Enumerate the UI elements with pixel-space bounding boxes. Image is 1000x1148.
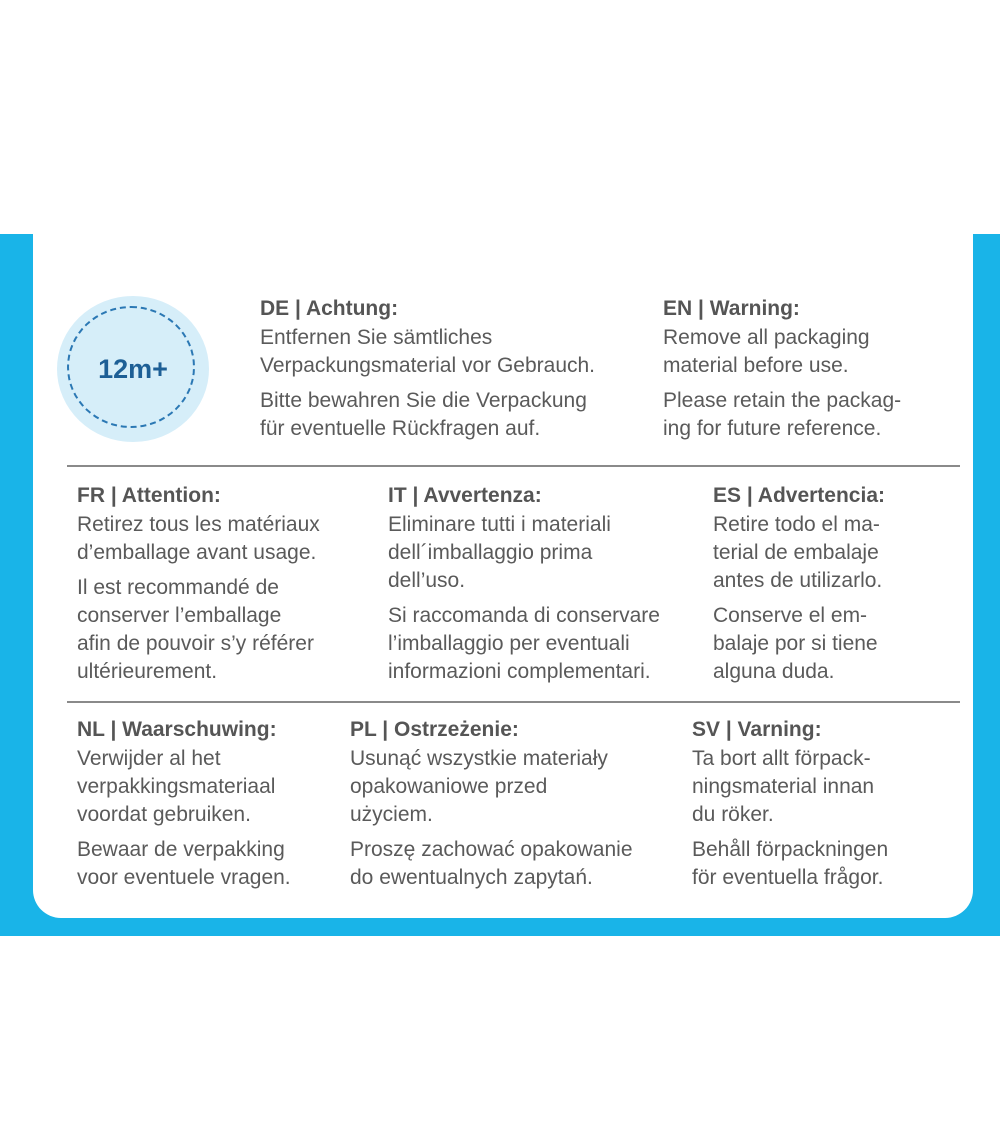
warning-text: Si raccomanda di conservare l’imballaggio per eventuali informazioni complementari. [388,604,660,683]
warning-heading: PL | Ostrzeżenie: [350,718,519,741]
warning-nl [77,715,291,899]
warning-text: Remove all packaging material before use. [663,326,870,377]
warning-heading: IT | Avvertenza: [388,484,542,507]
warning-heading: SV | Varning: [692,718,822,741]
warning-text: Behåll förpackningen för eventuella frågor. [692,838,889,889]
warning-text: Il est recommandé de conserver l’emballage afin de pouvoir s’y référer ultérieurement. [77,576,314,683]
warning-text: Retirez tous les matériaux d’emballage avant usage. [77,513,320,564]
warning-text: Bitte bewahren Sie die Verpackung für eventuelle Rückfragen auf. [260,389,587,440]
warning-text: Usunąć wszystkie materiały opakowaniowe przed użyciem. [350,747,608,826]
warning-text: Proszę zachować opakowanie do ewentualnych zapytań. [350,838,633,889]
warning-it [388,481,660,693]
warning-text: Verwijder al het verpakkingsmateriaal voordat gebruiken. [77,747,276,826]
warning-heading: EN | Warning: [663,297,800,320]
warning-text: Ta bort allt förpack- ningsmaterial innan du röker. [692,747,875,826]
warning-text: Bewaar de verpakking voor eventuele vragen. [77,838,291,889]
warning-de [260,294,595,450]
warning-en [663,294,901,450]
warning-text: Eliminare tutti i materiali dell´imballaggio prima dell’uso. [388,513,611,592]
warning-fr [77,481,320,693]
warning-heading: ES | Advertencia: [713,484,885,507]
warning-heading: NL | Waarschuwing: [77,718,277,741]
divider [67,701,960,703]
warning-es [713,481,885,693]
divider [67,465,960,467]
age-badge [57,296,209,442]
warning-heading: FR | Attention: [77,484,221,507]
warning-text: Please retain the packag- ing for future reference. [663,389,902,440]
warning-heading: DE | Achtung: [260,297,399,320]
warning-text: Retire todo el ma- terial de embalaje antes de utilizarlo. [713,513,883,592]
warning-sv [692,715,888,899]
age-label: 12m+ [98,353,168,384]
warning-pl [350,715,633,899]
warning-text: Conserve el em- balaje por si tiene alguna duda. [713,604,878,683]
warning-text: Entfernen Sie sämtliches Verpackungsmaterial vor Gebrauch. [260,326,596,377]
